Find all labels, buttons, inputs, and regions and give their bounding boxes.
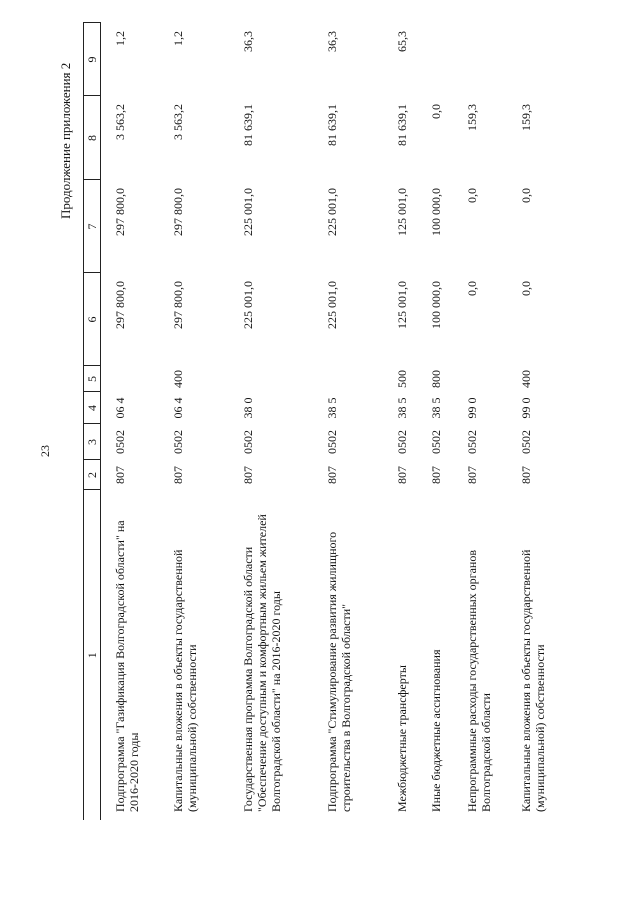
cell-percent: 36,3 — [325, 31, 339, 52]
cell-amount-8: 3 563,2 — [171, 104, 185, 140]
cell-program: 06 4 — [113, 397, 127, 419]
cell-percent: 36,3 — [241, 31, 255, 52]
cell-amount-6: 100 000,0 — [429, 281, 443, 329]
cell-amount-6: 225 001,0 — [325, 281, 339, 329]
cell-expense-type: 500 — [395, 370, 409, 388]
cell-amount-7: 100 000,0 — [429, 188, 443, 236]
budget-table — [83, 23, 577, 821]
cell-program: 38 5 — [429, 397, 443, 419]
cell-section: 0502 — [113, 430, 127, 454]
column-header: 3 — [84, 424, 101, 460]
page-number: 23 — [38, 445, 52, 457]
cell-expense-type — [453, 366, 507, 392]
cell-amount-7: 297 800,0 — [113, 188, 127, 236]
table-row — [229, 23, 313, 820]
cell-percent: 65,3 — [395, 31, 409, 52]
column-header: 6 — [84, 273, 101, 366]
cell-program: 38 0 — [241, 397, 255, 419]
cell-amount-8: 81 639,1 — [395, 104, 409, 146]
cell-expense-type — [229, 366, 313, 392]
column-header: 5 — [84, 366, 101, 392]
row-name: Государственная программа Волгоградской области "Обеспечение доступным и комфортным жильем жителей Волгоградской области" на 2016-2020 годы — [241, 514, 283, 812]
cell-section: 0502 — [325, 430, 339, 454]
cell-ministry: 807 — [171, 466, 185, 484]
table-row — [383, 23, 417, 820]
cell-amount-8: 3 563,2 — [113, 104, 127, 140]
row-name: Межбюджетные трансферты — [395, 665, 409, 812]
cell-percent — [417, 23, 453, 96]
column-header: 1 — [84, 490, 101, 820]
cell-ministry: 807 — [429, 466, 443, 484]
cell-amount-7: 297 800,0 — [171, 188, 185, 236]
cell-amount-6: 225 001,0 — [241, 281, 255, 329]
cell-program: 99 0 — [519, 397, 533, 419]
cell-amount-7: 0,0 — [465, 188, 479, 203]
cell-ministry: 807 — [395, 466, 409, 484]
cell-expense-type: 400 — [519, 370, 533, 388]
cell-amount-6: 0,0 — [465, 281, 479, 296]
cell-percent: 1,2 — [113, 31, 127, 46]
column-header: 8 — [84, 96, 101, 180]
cell-program: 06 4 — [171, 397, 185, 419]
cell-expense-type: 800 — [429, 370, 443, 388]
cell-amount-8: 159,3 — [465, 104, 479, 131]
cell-expense-type: 400 — [171, 370, 185, 388]
cell-section: 0502 — [395, 430, 409, 454]
cell-section: 0502 — [241, 430, 255, 454]
cell-ministry: 807 — [519, 466, 533, 484]
column-header: 7 — [84, 180, 101, 273]
cell-section: 0502 — [429, 430, 443, 454]
cell-amount-7: 125 001,0 — [395, 188, 409, 236]
cell-amount-8: 81 639,1 — [325, 104, 339, 146]
cell-ministry: 807 — [465, 466, 479, 484]
cell-expense-type — [313, 366, 383, 392]
cell-ministry: 807 — [241, 466, 255, 484]
row-name: Капитальные вложения в объекты государственной (муниципальной) собственности — [171, 549, 199, 812]
table-row — [313, 23, 383, 820]
table-row — [417, 23, 453, 820]
column-header: 2 — [84, 460, 101, 490]
column-header: 4 — [84, 392, 101, 424]
cell-percent — [453, 23, 507, 96]
cell-section: 0502 — [465, 430, 479, 454]
row-name: Подпрограмма "Газификация Волгоградской области" на 2016-2020 годы — [113, 520, 141, 812]
cell-expense-type — [101, 366, 160, 392]
cell-percent — [507, 23, 577, 96]
cell-section: 0502 — [519, 430, 533, 454]
cell-ministry: 807 — [325, 466, 339, 484]
cell-program: 38 5 — [395, 397, 409, 419]
row-name: Подпрограмма "Стимулирование развития жилищного строительства в Волгоградской области" — [325, 531, 353, 812]
cell-section: 0502 — [171, 430, 185, 454]
table-row — [453, 23, 507, 820]
cell-amount-6: 125 001,0 — [395, 281, 409, 329]
cell-amount-8: 159,3 — [519, 104, 533, 131]
continuation-label: Продолжение приложения 2 — [58, 62, 73, 219]
table-row — [507, 23, 577, 820]
row-name: Непрограммные расходы государственных органов Волгоградской области — [465, 549, 493, 812]
table-row — [159, 23, 229, 820]
cell-amount-7: 0,0 — [519, 188, 533, 203]
cell-ministry: 807 — [113, 466, 127, 484]
cell-amount-6: 297 800,0 — [171, 281, 185, 329]
cell-percent: 1,2 — [171, 31, 185, 46]
header-row — [84, 23, 101, 820]
cell-program: 38 5 — [325, 397, 339, 419]
cell-amount-8: 0,0 — [429, 104, 443, 119]
cell-amount-6: 297 800,0 — [113, 281, 127, 329]
table-row — [101, 23, 160, 820]
cell-amount-7: 225 001,0 — [325, 188, 339, 236]
cell-amount-7: 225 001,0 — [241, 188, 255, 236]
row-name: Иные бюджетные ассигнования — [429, 649, 443, 812]
column-header: 9 — [84, 23, 101, 96]
cell-program: 99 0 — [465, 397, 479, 419]
cell-amount-6: 0,0 — [519, 281, 533, 296]
row-name: Капитальные вложения в объекты государственной (муниципальной) собственности — [519, 549, 547, 812]
cell-amount-8: 81 639,1 — [241, 104, 255, 146]
